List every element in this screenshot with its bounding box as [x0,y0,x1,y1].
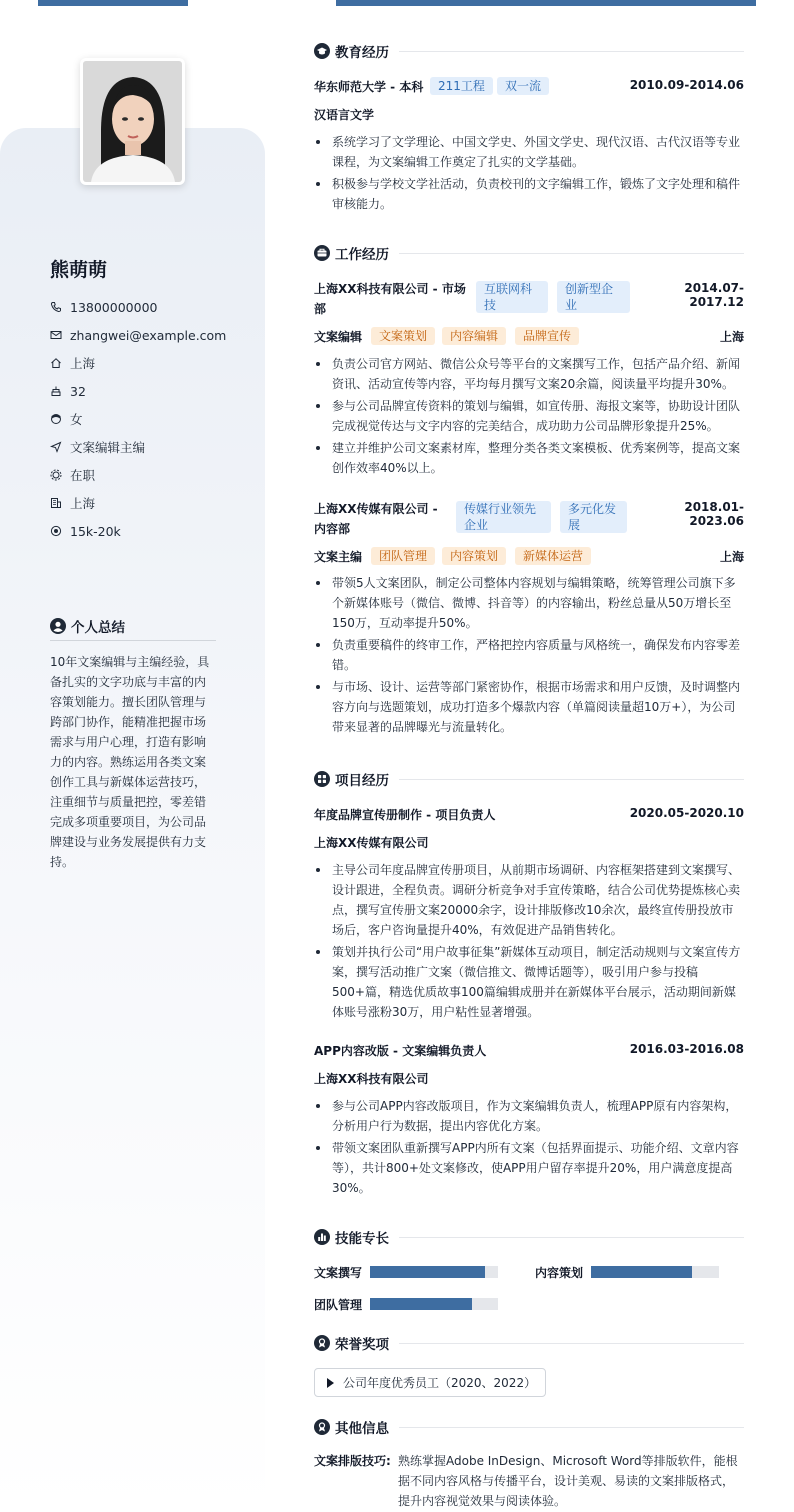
award-item[interactable] [314,1368,546,1397]
info-age [50,377,250,405]
skill-3-fill [370,1298,472,1310]
gender-icon [50,413,62,425]
other-label: 文案排版技巧: [314,1454,391,1468]
project-2-company: 上海XX科技有限公司 [314,1072,429,1086]
job-1-tag-innovative-line-1: 创新型企 [565,282,614,296]
status-icon [50,469,62,481]
briefcase-icon [314,245,330,261]
email-value[interactable]: zhangwei@example.com [70,327,227,343]
section-divider [399,1343,744,1344]
age-value: 32 [70,383,86,399]
user-circle-icon [50,618,66,634]
position-value: 文案编辑主编 [70,440,146,455]
projects-heading [314,769,744,789]
awards-heading [314,1333,744,1353]
summary-title: 个人总结 [71,620,125,636]
job-2-bullets [314,573,744,739]
job-1-company-line-1: 上海XX科技有限公司 - 市场 [314,282,466,296]
job-2-tag-diversified-line-1: 多元化发 [568,502,617,516]
location-value: 上海 [70,356,96,371]
summary-text: 10年文案编辑与主编经验，具备扎实的文字功底与丰富的内容策划能力。擅长团队管理与跨部门协作，能精准把握市场需求与用户心理，打造有影响力的内容。熟练运用各类文案创作工具与新媒体运营技巧，注重细节与质量把控，零差错完成多项重要项目，为公司品牌建设与业务发展提供有力支持。 [50,655,210,869]
section-divider [399,779,744,780]
info-award-icon [314,1419,330,1435]
job-2-role-tag-3: 新媒体运营 [515,547,591,565]
info-salary [50,517,250,545]
skill-3-bar [370,1298,498,1310]
skill-2-label: 内容策划 [535,1266,584,1280]
grid-icon [314,771,330,787]
job-2-company-line-2: 内容部 [314,522,351,536]
job-1-role-tag-1: 文案策划 [371,327,435,345]
job-1-tag-internet-line-1: 互联网科 [484,282,533,296]
building-icon [50,497,62,509]
job-1-tag-internet [476,281,548,313]
section-divider [399,1237,744,1238]
list-item: 参与公司APP内容改版项目，作为文案编辑负责人，梳理APP原有内容架构，分析用户行为数据，提出内容优化方案。 [314,1096,744,1136]
graduation-cap-icon [314,43,330,59]
info-phone [50,293,250,321]
job-2-city: 上海 [719,550,744,564]
skill-1-bar [370,1266,498,1278]
other-title: 其他信息 [335,1421,389,1437]
job-2-tag-diversified [560,501,627,533]
job-1-city: 上海 [719,330,744,344]
project-1-company: 上海XX传媒有限公司 [314,836,429,850]
list-item: 负责公司官方网站、微信公众号等平台的文案撰写工作，包括产品介绍、新闻资讯、活动宣传等内容，平均每月撰写文案20余篇，阅读量平均提升30%。 [314,354,744,394]
education-heading [314,41,744,61]
job-2-role-tag-2: 内容策划 [442,547,506,565]
job-1-bullets [314,354,744,480]
skill-2-fill [591,1266,692,1278]
job-1-company [314,279,474,319]
info-email [50,321,250,349]
info-location [50,349,250,377]
education-bullets [314,132,744,216]
award-item-label: 公司年度优秀员工（2020、2022） [343,1376,537,1390]
section-divider [399,253,744,254]
list-item: 带领文案团队重新撰写APP内所有文案（包括界面提示、功能介绍、文章内容等），共计800+处文案修改，使APP用户留存率提升20%，用户满意度提高30%。 [314,1138,744,1198]
project-1-name: 年度品牌宣传册制作 - 项目负责人 [314,808,496,822]
project-1-bullets [314,860,744,1024]
projects-title: 项目经历 [335,773,389,789]
other-heading [314,1417,744,1437]
top-accent-bar-left [38,0,188,6]
skill-3-label: 团队管理 [314,1298,363,1312]
info-gender [50,405,250,433]
job-2-company [314,499,454,539]
job-2-role: 文案主编 [314,550,363,564]
job-2-tag-leading-line-1: 传媒行业领先 [464,502,537,516]
other-text: 熟练掌握Adobe InDesign、Microsoft Word等排版软件，能根据不同内容风格与传播平台，设计美观、易读的文案排版格式，提升内容视觉效果与阅读体验。 [398,1454,738,1508]
job-1-company-line-2: 部 [314,302,327,316]
list-item: 与市场、设计、运营等部门紧密协作，根据市场需求和用户反馈，及时调整内容方向与选题策划，成功打造多个爆款内容（单篇阅读量超10万+），为公司带来显著的品牌曝光与流量转化。 [314,677,744,737]
job-1-role: 文案编辑 [314,330,363,344]
list-item: 积极参与学校文学社活动，负责校刊的文字编辑工作，锻炼了文字处理和稿件审核能力。 [314,174,744,214]
status-value: 在职 [70,468,96,483]
candidate-name: 熊萌萌 [50,259,108,281]
job-1-date: 2014.07-2017.12 [684,281,744,309]
target-icon [50,525,62,537]
list-item: 参与公司品牌宣传资料的策划与编辑，如宣传册、海报文案等，协助设计团队完成视觉传达与文字内容的完美结合，成功助力公司品牌形象提升25%。 [314,396,744,436]
job-2-tag-diversified-line-2: 展 [568,518,581,532]
skills-title: 技能专长 [335,1231,389,1247]
list-item: 策划并执行公司“用户故事征集”新媒体互动项目，制定活动规则与文案宣传方案，撰写活动推广文案（微信推文、微博话题等），吸引用户参与投稿500+篇，精选优质故事100篇编辑成册并在新媒体平台展示，活动期间新媒体账号涨粉30万，用户粘性显著增强。 [314,942,744,1022]
education-date: 2010.09-2014.06 [629,78,744,92]
section-divider [399,1427,744,1428]
phone-value[interactable]: 13800000000 [70,299,158,315]
gender-value: 女 [70,412,83,427]
section-divider [399,51,744,52]
project-2-date: 2016.03-2016.08 [629,1042,744,1056]
list-item: 带领5人文案团队，制定公司整体内容规划与编辑策略，统筹管理公司旗下多个新媒体账号（微信、微博、抖音等）的内容输出，粉丝总量从50万增长至150万，互动率提升50%。 [314,573,744,633]
list-item: 主导公司年度品牌宣传册项目，从前期市场调研、内容框架搭建到文案撰写、设计跟进，全程负责。调研分析竞争对手宣传策略，结合公司优势提炼核心卖点，撰写宣传册文案20000余字，设计排版修改10余次，最终宣传册投放市场后，客户咨询量提升40%，有效促进产品销售转化。 [314,860,744,940]
list-item: 建立并维护公司文案素材库，整理分类各类文案模板、优秀案例等，提高文案创作效率40%以上。 [314,438,744,478]
avatar [83,61,182,182]
awards-title: 荣誉奖项 [335,1337,389,1353]
edu-tag-211: 211工程 [430,77,493,95]
info-status [50,461,250,489]
info-position [50,433,250,461]
list-item: 负责重要稿件的终审工作，严格把控内容质量与风格统一，确保发布内容零差错。 [314,635,744,675]
target-city-value: 上海 [70,496,96,511]
job-2-role-tag-1: 团队管理 [371,547,435,565]
skill-2-bar [591,1266,719,1278]
profile-photo [80,58,185,185]
job-2-date: 2018.01-2023.06 [684,500,744,528]
job-2-company-line-1: 上海XX传媒有限公司 - [314,502,438,516]
project-1-date: 2020.05-2020.10 [629,806,744,820]
job-1-tag-innovative [557,281,630,313]
skills-heading [314,1227,744,1247]
mail-icon [50,329,62,341]
edu-tag-double-first: 双一流 [497,77,549,95]
list-item: 系统学习了文学理论、中国文学史、外国文学史、现代汉语、古代汉语等专业课程，为文案编辑工作奠定了扎实的文学基础。 [314,132,744,172]
skill-1-label: 文案撰写 [314,1266,363,1280]
education-major: 汉语言文学 [314,108,375,122]
job-2-tag-leading [456,501,551,533]
info-target-city [50,489,250,517]
school-name: 华东师范大学 - 本科 [314,80,424,94]
job-1-tag-innovative-line-2: 业 [565,298,578,312]
skill-1-fill [370,1266,485,1278]
bar-chart-icon [314,1229,330,1245]
work-title: 工作经历 [335,247,389,263]
education-title: 教育经历 [335,45,389,61]
home-icon [50,357,62,369]
summary-heading [50,616,216,636]
award-icon [314,1335,330,1351]
age-icon [50,385,62,397]
job-1-role-tag-3: 品牌宣传 [515,327,579,345]
job-1-tag-internet-line-2: 技 [484,298,497,312]
project-2-bullets [314,1096,744,1200]
triangle-right-icon [327,1378,334,1388]
job-1-role-tag-2: 内容编辑 [442,327,506,345]
top-accent-bar-right [336,0,756,6]
contact-info-list [50,293,250,545]
summary-divider [50,640,216,641]
salary-value: 15k-20k [70,523,121,539]
send-icon [50,441,62,453]
project-2-name: APP内容改版 - 文案编辑负责人 [314,1044,487,1058]
work-heading [314,243,744,263]
job-2-tag-leading-line-2: 企业 [464,518,489,532]
phone-icon [50,301,62,313]
